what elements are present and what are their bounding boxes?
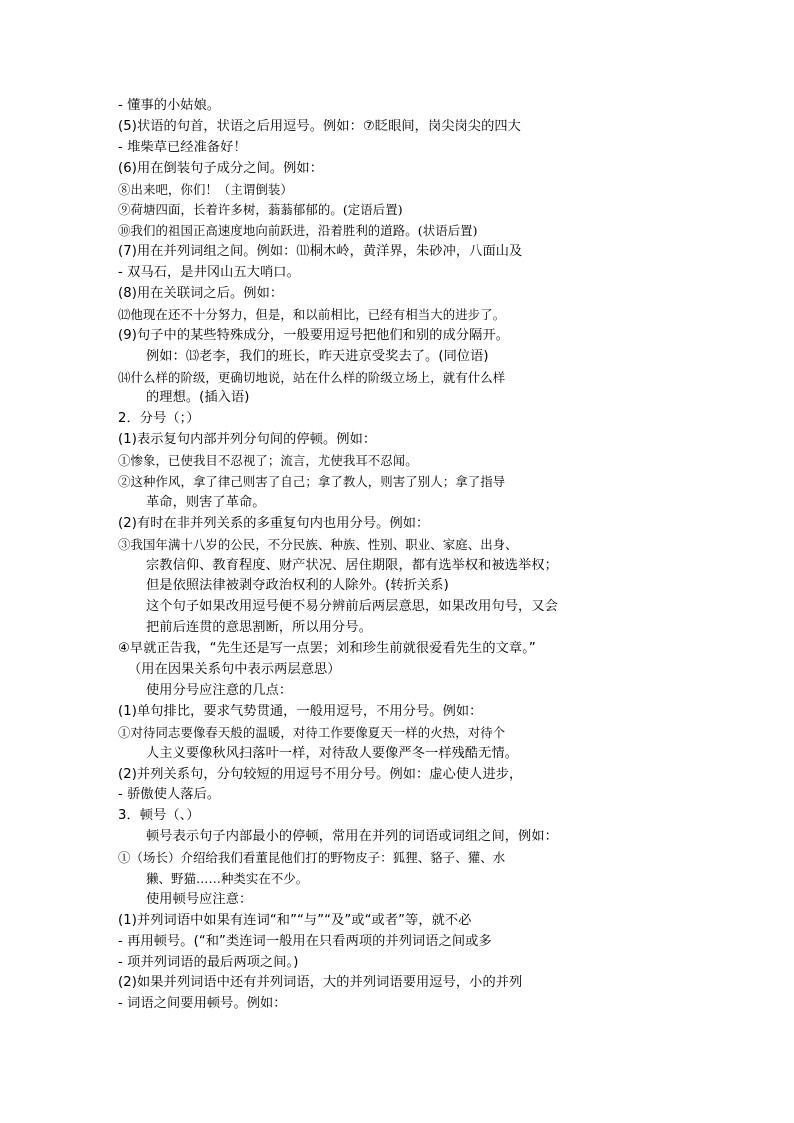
document-body (118, 96, 758, 1015)
text-line: （用在因果关系句中表示两层意思） (128, 662, 341, 678)
text-line: (1)单句排比，要求气势贯通，一般用逗号，不用分号。例如： (118, 703, 483, 719)
text-line: ⑿他现在还不十分努力，但是，和以前相比，已经有相当大的进步了。 (118, 306, 506, 322)
text-line: (2)并列关系句，分句较短的用逗号不用分号。例如：虚心使人进步， (118, 766, 523, 782)
text-line: 把前后连贯的意思割断，所以用分号。 (146, 620, 372, 636)
text-line: (1)并列词语中如果有连词“和”“与”“及”或“或者”等，就不必 (118, 912, 472, 928)
text-line: (7)用在并列词组之间。例如：⑾桐木岭，黄洋界，朱砂冲，八面山及 (118, 244, 523, 260)
text-line: (2)如果并列词语中还有并列词语，大的并列词语要用逗号，小的并列 (118, 975, 523, 991)
text-line: - 骄傲使人落后。 (118, 787, 221, 803)
text-line: ④早就正告我，“先生还是写一点罢；刘和珍生前就很爱看先生的文章。” (118, 641, 536, 657)
text-line: 顿号表示句子内部最小的停顿，常用在并列的词语或词组之间，例如： (146, 829, 558, 845)
text-line: - 词语之间要用顿号。例如： (118, 996, 287, 1012)
text-line: 例如：⒀老李，我们的班长，昨天进京受奖去了。(同位语) (146, 348, 489, 364)
text-line: (9)句子中的某些特殊成分，一般要用逗号把他们和别的成分隔开。 (118, 327, 510, 343)
text-line: 但是依照法律被剥夺政治权利的人除外。(转折关系) (146, 578, 449, 594)
text-line: 2．分号（；） (118, 411, 200, 427)
text-line: (5)状语的句首，状语之后用逗号。例如：⑦眨眼间，岗尖岗尖的四大 (118, 118, 521, 134)
text-line: ③我国年满十八岁的公民，不分民族、种族、性别、职业、家庭、出身、 (118, 536, 518, 552)
text-line: - 懂事的小姑娘。 (118, 98, 221, 113)
text-line: 这个句子如果改用逗号便不易分辨前后两层意思，如果改用句号，又会 (146, 599, 558, 615)
text-line: ①对待同志要像春天般的温暖，对待工作要像夏天一样的火热，对待个 (118, 724, 506, 740)
text-line: - 项并列词语的最后两项之间。) (118, 954, 299, 970)
text-line: - 双马石，是井冈山五大哨口。 (118, 265, 300, 281)
text-line: 獭、野猫……种类实在不少。 (146, 870, 309, 886)
text-line: - 再用顿号。(“和”类连词一般用在只看两项的并列词语之间或多 (118, 933, 492, 949)
text-line: ⒁什么样的阶级，更确切地说，站在什么样的阶级立场上，就有什么样 (118, 369, 506, 385)
text-line: ⑧出来吧，你们！（主谓倒装） (118, 181, 293, 197)
text-line: (1)表示复句内部并列分句间的停顿。例如： (118, 432, 377, 448)
text-line: (6)用在倒装句子成分之间。例如： (118, 160, 324, 176)
text-line: 革命，则害了革命。 (146, 494, 266, 510)
text-line: (8)用在关联词之后。例如： (118, 286, 284, 302)
text-line: 人主义要像秋风扫落叶一样，对待敌人要像严冬一样残酷无情。 (146, 745, 519, 761)
text-line: 使用分号应注意的几点： (146, 682, 293, 698)
text-line: 3．顿号（、） (118, 808, 200, 824)
text-line: ⑩我们的祖国正高速度地向前跃进，沿着胜利的道路。(状语后置) (118, 223, 478, 239)
text-line: 的理想。(插入语) (146, 390, 250, 406)
text-line: 宗教信仰、教育程度、财产状况、居住期限，都有选举权和被选举权； (146, 557, 558, 573)
text-line: ①惨象，已使我目不忍视了；流言，尤使我耳不忍闻。 (118, 453, 418, 469)
text-line: ①（场长）介绍给我们看董昆他们打的野物皮子：狐狸、貉子、獾、水 (118, 850, 506, 866)
text-line: - 堆柴草已经准备好！ (118, 139, 247, 155)
text-line: ⑨荷塘四面，长着许多树，蓊蓊郁郁的。(定语后置) (118, 202, 403, 218)
text-line: ②这种作风，拿了律己则害了自己；拿了教人，则害了别人；拿了指导 (118, 474, 506, 490)
text-line: 使用顿号应注意： (146, 891, 253, 907)
text-line: (2)有时在非并列关系的多重复句内也用分号。例如： (118, 515, 430, 531)
